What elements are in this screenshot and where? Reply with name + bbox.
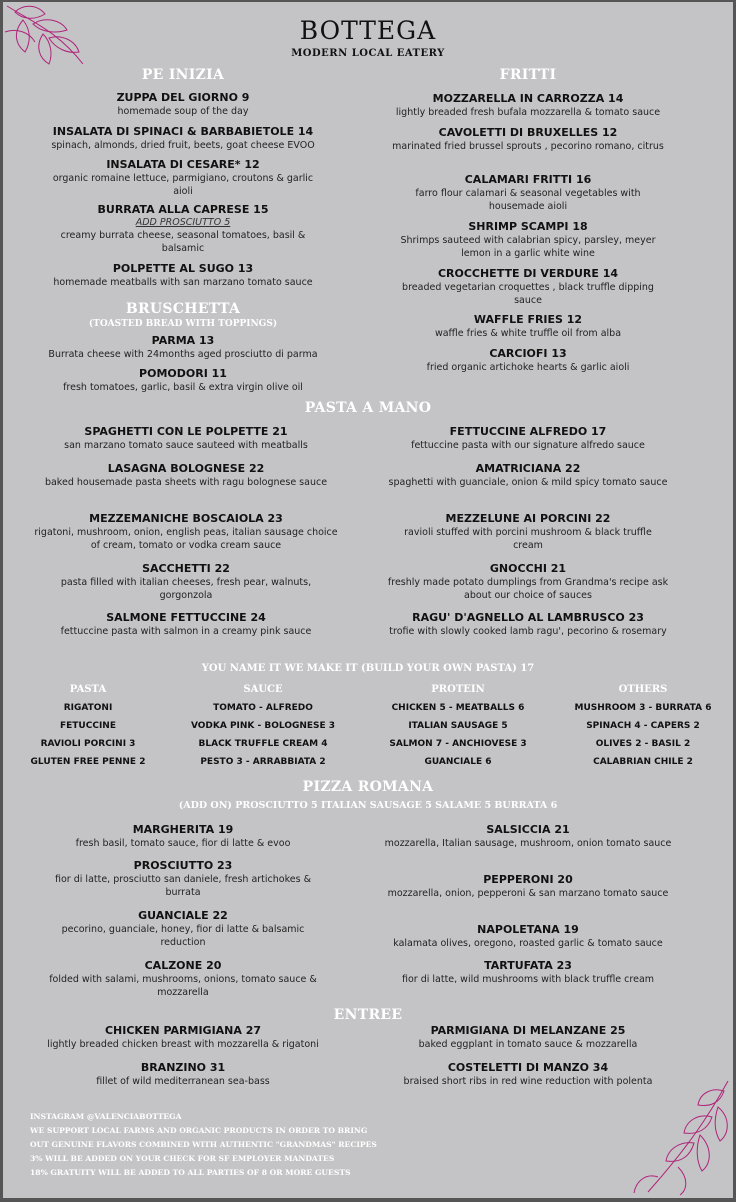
section-heading-bruschetta: BRUSCHETTA <box>125 301 241 317</box>
item-name: GNOCCHI 21 <box>489 562 567 575</box>
item-name: TARTUFATA 23 <box>484 959 572 972</box>
byo-option: ITALIAN SAUSAGE 5 <box>408 721 508 731</box>
item-name: MEZZELUNE AI PORCINI 22 <box>445 512 611 525</box>
menu-item <box>388 220 668 260</box>
byo-column-header-others: OTHERS <box>618 684 668 695</box>
byo-option: SPINACH 4 - CAPERS 2 <box>586 721 700 731</box>
item-addon: ADD PROSCIUTTO 5 <box>135 217 231 228</box>
item-description: fior di latte, prosciutto san daniele, fresh artichokes & burrata <box>55 874 311 898</box>
item-name: CROCCHETTE DI VERDURE 14 <box>437 267 619 280</box>
item-description: freshly made potato dumplings from Grandma's recipe ask about our choice of sauces <box>387 577 669 601</box>
byo-option: RIGATONI <box>63 703 113 713</box>
item-name: ZUPPA DEL GIORNO 9 <box>116 91 250 104</box>
item-name: BURRATA ALLA CAPRESE 15 <box>97 203 269 216</box>
item-description: pasta filled with italian cheeses, fresh pear, walnuts, gorgonzola <box>60 577 312 601</box>
byo-option: OLIVES 2 - BASIL 2 <box>595 739 691 749</box>
item-description: folded with salami, mushrooms, onions, tomato sauce & mozzarella <box>49 974 317 998</box>
menu-item <box>36 562 336 602</box>
menu-item <box>388 267 668 307</box>
section-subheading-bruschetta: (TOASTED BREAD WITH TOPPINGS) <box>88 319 278 329</box>
menu-item <box>378 562 678 602</box>
item-name: NAPOLETANA 19 <box>477 923 579 936</box>
menu-item <box>33 823 333 850</box>
menu-item <box>378 313 678 340</box>
section-heading-pizza: PIZZA ROMANA <box>302 779 434 795</box>
item-name: INSALATA DI CESARE* 12 <box>106 158 260 171</box>
byo-option: BLACK TRUFFLE CREAM 4 <box>198 739 328 749</box>
item-name: SALMONE FETTUCCINE 24 <box>106 611 266 624</box>
byo-option: GLUTEN FREE PENNE 2 <box>30 757 146 767</box>
item-name: MEZZEMANICHE BOSCAIOLA 23 <box>89 512 283 525</box>
menu-item <box>388 611 668 638</box>
item-description: fresh basil, tomato sauce, fior di latte & evoo <box>75 838 291 849</box>
item-description: pecorino, guanciale, honey, fior di latte & balsamic reduction <box>61 924 305 948</box>
item-name: CHICKEN PARMIGIANA 27 <box>104 1024 262 1037</box>
item-description: Burrata cheese with 24months aged prosciutto di parma <box>48 349 318 360</box>
item-name: SACCHETTI 22 <box>142 562 230 575</box>
byo-option: PESTO 3 - ARRABBIATA 2 <box>200 757 326 767</box>
menu-item <box>378 823 678 850</box>
menu-item <box>383 462 673 489</box>
menu-item <box>388 173 668 213</box>
item-description: trofie with slowly cooked lamb ragu', pecorino & rosemary <box>389 626 667 637</box>
footer-notes <box>30 1110 377 1180</box>
restaurant-title: BOTTEGA <box>299 16 437 45</box>
footer-line: WE SUPPORT LOCAL FARMS AND ORGANIC PRODUCTS IN ORDER TO BRING <box>30 1126 368 1135</box>
item-description: creamy burrata cheese, seasonal tomatoes, basil & balsamic <box>60 230 306 254</box>
menu-item <box>378 1024 678 1051</box>
menu-item <box>33 262 333 289</box>
item-name: CALAMARI FRITTI 16 <box>464 173 592 186</box>
item-name: MOZZARELLA IN CARROZZA 14 <box>432 92 624 105</box>
item-name: SALSICCIA 21 <box>486 823 570 836</box>
item-description: marinated fried brussel sprouts , pecorino romano, citrus <box>392 141 664 152</box>
menu-item <box>33 1061 333 1088</box>
restaurant-tagline: MODERN LOCAL EATERY <box>291 48 445 59</box>
item-name: INSALATA DI SPINACI & BARBABIETOLE 14 <box>52 125 314 138</box>
item-description: fettuccine pasta with salmon in a creamy pink sauce <box>60 626 312 637</box>
item-name: AMATRICIANA 22 <box>475 462 581 475</box>
menu-item <box>31 425 341 452</box>
menu-item <box>33 334 333 361</box>
menu-item <box>378 347 678 374</box>
item-name: COSTELETTI DI MANZO 34 <box>447 1061 609 1074</box>
item-name: CALZONE 20 <box>144 959 222 972</box>
menu-item <box>388 512 668 552</box>
byo-column-header-pasta: PASTA <box>69 684 107 695</box>
byo-column-header-protein: PROTEIN <box>431 684 485 695</box>
byo-option: TOMATO - ALFREDO <box>213 703 313 713</box>
menu-item <box>378 923 678 950</box>
item-description: farro flour calamari & seasonal vegetables with housemade aioli <box>415 188 641 212</box>
byo-column-header-sauce: SAUCE <box>243 684 283 695</box>
item-description: baked eggplant in tomato sauce & mozzarella <box>418 1039 638 1050</box>
menu-item <box>378 92 678 119</box>
menu-page <box>3 2 733 1198</box>
item-description: fettuccine pasta with our signature alfredo sauce <box>411 440 645 451</box>
menu-item <box>43 203 323 255</box>
item-description: lightly breaded chicken breast with mozzarella & rigatoni <box>47 1039 319 1050</box>
byo-option: FETUCCINE <box>60 721 116 731</box>
flower-decoration-bottom-right-icon <box>628 1077 733 1198</box>
menu-item <box>378 1061 678 1088</box>
section-heading-fritti: FRITTI <box>499 67 557 83</box>
menu-item <box>36 462 336 489</box>
section-heading-pe-inizia: PE INIZIA <box>141 67 225 83</box>
menu-item <box>33 959 333 999</box>
item-description: homemade meatballs with san marzano tomato sauce <box>53 277 313 288</box>
item-description: rigatoni, mushroom, onion, english peas, italian sausage choice of cream, tomato or vodka cream sauce <box>34 527 338 551</box>
byo-option: RAVIOLI PORCINI 3 <box>40 739 136 749</box>
item-name: WAFFLE FRIES 12 <box>473 313 583 326</box>
item-description: san marzano tomato sauce sauteed with meatballs <box>64 440 308 451</box>
item-description: spinach, almonds, dried fruit, beets, goat cheese EVOO <box>51 140 315 151</box>
byo-option: MUSHROOM 3 - BURRATA 6 <box>574 703 712 713</box>
item-description: breaded vegetarian croquettes , black truffle dipping sauce <box>402 282 654 306</box>
footer-line: OUT GENUINE FLAVORS COMBINED WITH AUTHENTIC "GRANDMAS" RECIPES <box>30 1140 377 1149</box>
item-description: fried organic artichoke hearts & garlic aioli <box>426 362 630 373</box>
menu-item <box>33 91 333 118</box>
section-heading-entree: ENTREE <box>333 1007 403 1023</box>
item-description: organic romaine lettuce, parmigiano, croutons & garlic aioli <box>52 173 314 197</box>
item-name: CAVOLETTI DI BRUXELLES 12 <box>438 126 618 139</box>
item-description: kalamata olives, oregono, roasted garlic & tomato sauce <box>393 938 663 949</box>
menu-item <box>33 125 333 152</box>
build-your-own-heading: YOU NAME IT WE MAKE IT (BUILD YOUR OWN PASTA) 17 <box>201 663 535 674</box>
menu-item <box>388 126 668 153</box>
item-name: GUANCIALE 22 <box>138 909 228 922</box>
menu-item <box>378 425 678 452</box>
item-name: LASAGNA BOLOGNESE 22 <box>107 462 265 475</box>
item-description: fillet of wild mediterranean sea-bass <box>96 1076 270 1087</box>
item-description: homemade soup of the day <box>117 106 249 117</box>
item-name: MARGHERITA 19 <box>132 823 234 836</box>
menu-item <box>378 959 678 986</box>
item-description: fior di latte, wild mushrooms with black truffle cream <box>401 974 655 985</box>
menu-item <box>38 859 328 899</box>
item-description: spaghetti with guanciale, onion & mild spicy tomato sauce <box>388 477 668 488</box>
item-name: SHRIMP SCAMPI 18 <box>468 220 588 233</box>
byo-option: SALMON 7 - ANCHIOVESE 3 <box>389 739 527 749</box>
menu-item <box>383 873 673 900</box>
footer-line: 18% GRATUITY WILL BE ADDED TO ALL PARTIES OF 8 OR MORE GUESTS <box>30 1168 351 1177</box>
menu-item <box>31 512 341 552</box>
item-name: CARCIOFI 13 <box>489 347 567 360</box>
item-description: ravioli stuffed with porcini mushroom & black truffle cream <box>404 527 652 551</box>
menu-item <box>23 1024 343 1051</box>
item-description: fresh tomatoes, garlic, basil & extra virgin olive oil <box>63 382 303 393</box>
menu-item <box>33 367 333 394</box>
item-description: braised short ribs in red wine reduction with polenta <box>403 1076 653 1087</box>
item-description: baked housemade pasta sheets with ragu bolognese sauce <box>44 477 328 488</box>
item-name: RAGU' D'AGNELLO AL LAMBRUSCO 23 <box>412 611 644 624</box>
item-name: SPAGHETTI CON LE POLPETTE 21 <box>84 425 288 438</box>
item-description: Shrimps sauteed with calabrian spicy, parsley, meyer lemon in a garlic white wine <box>400 235 656 259</box>
menu-item <box>31 611 341 638</box>
item-name: PARMIGIANA DI MELANZANE 25 <box>430 1024 626 1037</box>
item-name: PROSCIUTTO 23 <box>133 859 233 872</box>
footer-line: 3% WILL BE ADDED ON YOUR CHECK FOR SF EMPLOYER MANDATES <box>30 1154 335 1163</box>
item-description: waffle fries & white truffle oil from alba <box>434 328 622 339</box>
item-name: POLPETTE AL SUGO 13 <box>112 262 254 275</box>
instagram-handle: INSTAGRAM @VALENCIABOTTEGA <box>30 1112 182 1121</box>
item-name: PEPPERONI 20 <box>483 873 573 886</box>
menu-item <box>43 909 323 949</box>
item-description: mozzarella, onion, pepperoni & san marzano tomato sauce <box>387 888 669 899</box>
section-heading-pasta: PASTA A MANO <box>304 400 432 416</box>
byo-option: CALABRIAN CHILE 2 <box>593 757 693 767</box>
pizza-addon-note: (ADD ON) PROSCIUTTO 5 ITALIAN SAUSAGE 5 SALAME 5 BURRATA 6 <box>178 800 558 811</box>
byo-option: CHICKEN 5 - MEATBALLS 6 <box>391 703 525 713</box>
byo-option: VODKA PINK - BOLOGNESE 3 <box>190 721 336 731</box>
byo-option: GUANCIALE 6 <box>424 757 492 767</box>
menu-item <box>43 158 323 198</box>
item-description: lightly breaded fresh bufala mozzarella & tomato sauce <box>395 107 661 118</box>
item-description: mozzarella, Italian sausage, mushroom, onion tomato sauce <box>384 838 672 849</box>
item-name: POMODORI 11 <box>139 367 227 380</box>
item-name: BRANZINO 31 <box>140 1061 226 1074</box>
item-name: PARMA 13 <box>151 334 215 347</box>
item-name: FETTUCCINE ALFREDO 17 <box>449 425 607 438</box>
